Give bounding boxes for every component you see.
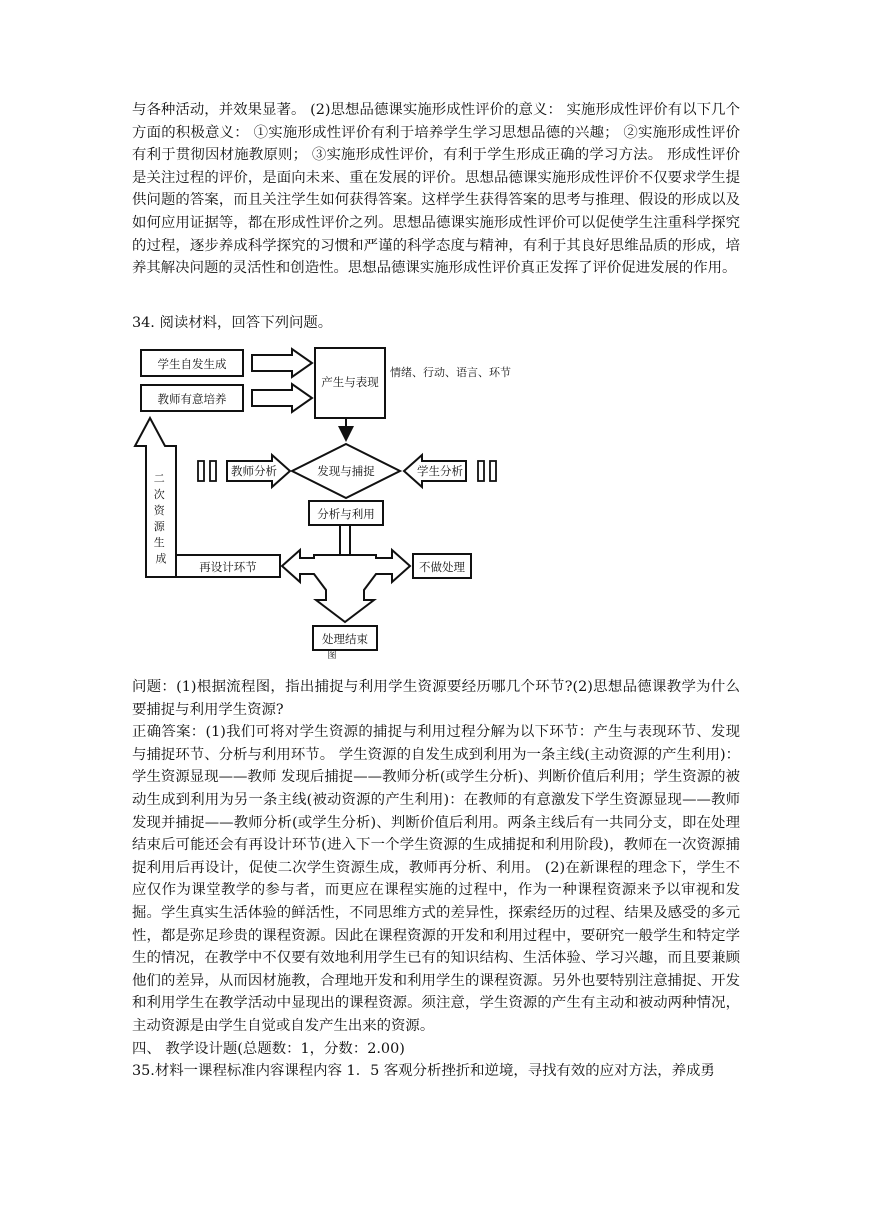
left-marker-1 (198, 461, 204, 481)
diagram-caption: 图 (327, 651, 337, 661)
question-34-stem: 34. 阅读材料，回答下列问题。 (132, 315, 333, 331)
box-student-spontaneous-label: 学生自发生成 (157, 357, 227, 371)
right-marker-2 (490, 461, 496, 481)
arrow-spontaneous-to-produce (252, 349, 312, 377)
arrow-cultivate-to-produce (252, 384, 312, 412)
right-marker-1 (478, 461, 484, 481)
flowchart-diagram (132, 338, 552, 663)
question-34-stem-block (132, 312, 740, 335)
box-redesign-label: 再设计环节 (199, 560, 257, 574)
answer-continuation (132, 99, 740, 280)
question-35-start: 35.材料一课程标准内容课程内容 1．5 客观分析挫折和逆境，寻找有效的应对方法，养成勇 (132, 1063, 715, 1080)
box-teacher-analysis-label: 教师分析 (231, 464, 277, 478)
box-no-process-label: 不做处理 (419, 560, 465, 574)
box-produce-label: 产生与表现 (321, 375, 379, 389)
vertical-label-group: 二 次 资 源 生 成 (153, 472, 167, 565)
box-analyze-use-label: 分析与利用 (317, 507, 375, 521)
left-marker-2 (210, 461, 216, 481)
question-34-answer: 正确答案：(1)我们可将对学生资源的捕捉与利用过程分解为以下环节：产生与表现环节、发现与捕捉环节、分析与利用环节。 学生资源的自发生成到利用为一条主线(主动资源的产生利用)： 学生资源显现——教师 发现后捕捉——教师分析(或学生分析)、判断价值后利用；学生资源的被动生成到利用为另一条主线(被动资源的产生利用)：在教师的有意激发下学生资源显现——教师发现并捕捉——教师分析(或学生分析)、判断价值后利用。两条主线后有一共同分支，即在处理结束后可能还会有再设计环节(进入下一个学生资源的生成捕捉和利用阶段)，教师在一次资源捕捉利用后再设计，促使二次学生资源生成，教师再分析、利用。 (2)在新课程的理念下，学生不应仅作为课堂教学的参与者，而更应在课程实施的过程中，作为一种课程资源来予以审视和发掘。学生真实生活体验的鲜活性，不同思维方式的差异性，探索经历的过程、结果及感受的多元性，都是弥足珍贵的课程资源。因此在课程资源的开发和利用过程中，要研究一般学生和特定学生的情况，在教学中不仅要有效地利用学生已有的知识结构、生活体验、学习兴趣，而且要兼顾他们的差异，从而因材施教，合理地开发和利用学生的课程资源。另外也要特别注意捕捉、开发和利用学生在教学活动中显现出的课程资源。须注意，学生资源的产生有主动和被动两种情况，主动资源是由学生自觉或自发产生出来的资源。 (132, 724, 740, 1034)
question-34-question: 问题：(1)根据流程图，指出捕捉与利用学生资源要经历哪几个环节?(2)思想品德课教学为什么要捕捉与利用学生资源? (132, 679, 740, 718)
three-way-arrow (282, 550, 410, 622)
bar-analyze-down (340, 525, 350, 555)
answer-continuation-text: 与各种活动，并效果显著。 (2)思想品德课实施形成性评价的意义： 实施形成性评价有以下几个方面的积极意义： ①实施形成性评价有利于培养学生学习思想品德的兴趣； ②实施形成性评价有利于贯彻因材施教原则； ③实施形成性评价，有利于学生形成正确的学习方法。 形成性评价是关注过程的评价，是面向未来、重在发展的评价。思想品德课实施形成性评价不仅要求学生提供问题的答案，而且关注学生如何获得答案。这样学生获得答案的思考与推理、假设的形成以及如何应用证据等，都在形成性评价之列。思想品德课实施形成性评价可以促使学生注重科学探究的过程，逐步养成科学探究的习惯和严谨的科学态度与精神，有利于其良好思维品质的形成，培养其解决问题的灵活性和创造性。思想品德课实施形成性评价真正发挥了评价促进发展的作用。 (132, 102, 740, 277)
section-4-heading: 四、 教学设计题(总题数：1，分数：2.00) (132, 1040, 405, 1057)
produce-note: 情绪、行动、语言、环节 (390, 366, 511, 379)
diamond-discover-label: 发现与捕捉 (317, 464, 375, 478)
question-34-body (132, 676, 740, 1083)
box-teacher-cultivate-label: 教师有意培养 (157, 392, 227, 406)
box-student-analysis-label: 学生分析 (417, 464, 463, 478)
box-end-label: 处理结束 (322, 632, 368, 646)
